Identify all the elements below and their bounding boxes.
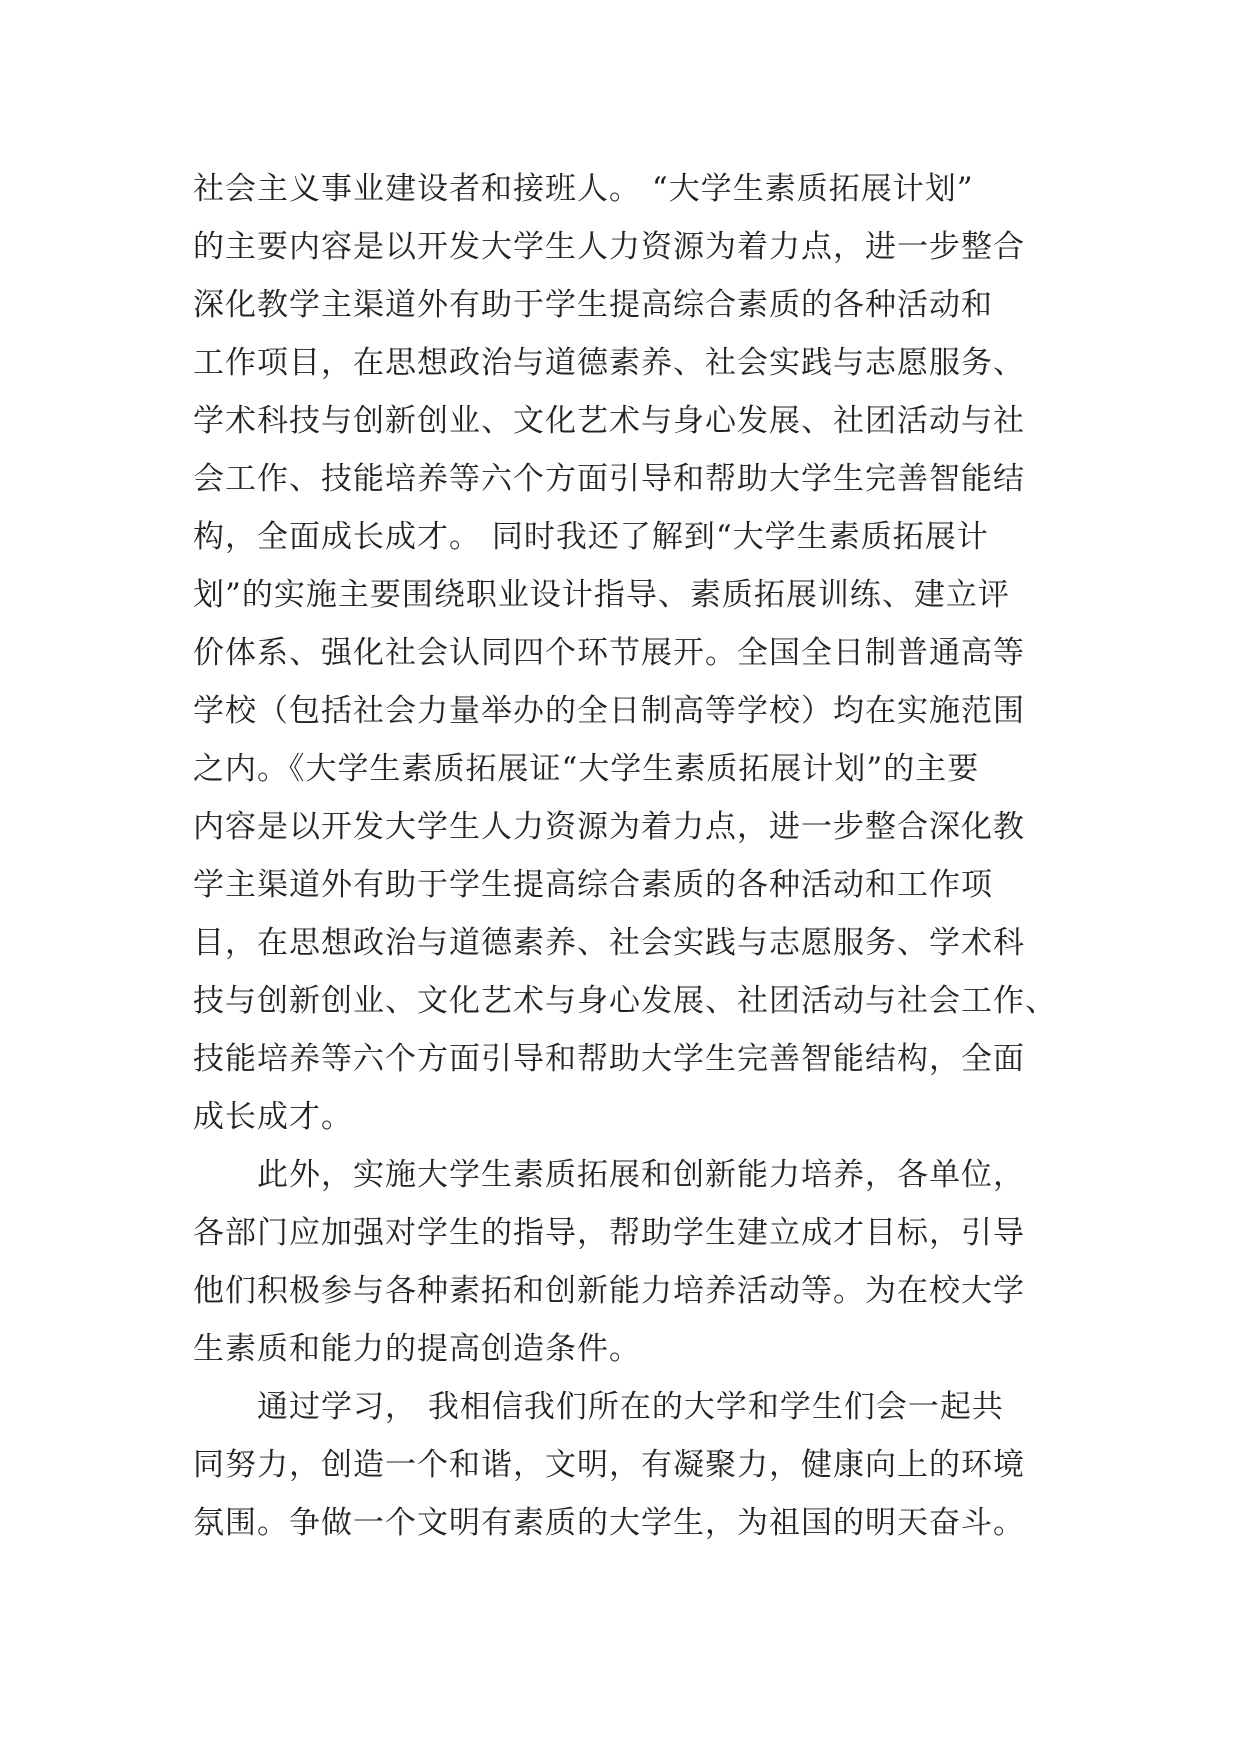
paragraph-first-line: 通过学习， 我相信我们所在的大学和学生们会一起共 xyxy=(257,1389,1004,1425)
text-line: 的主要内容是以开发大学生人力资源为着力点，进一步整合 xyxy=(193,229,1025,265)
text-line: 会工作、技能培养等六个方面引导和帮助大学生完善智能结 xyxy=(193,461,1025,497)
body-text xyxy=(193,160,1073,1552)
text-line: 学校（包括社会力量举办的全日制高等学校）均在实施范围 xyxy=(193,693,1025,729)
text-line: 内容是以开发大学生人力资源为着力点，进一步整合深化教 xyxy=(193,809,1025,845)
text-line: 深化教学主渠道外有助于学生提高综合素质的各种活动和 xyxy=(193,287,993,323)
text-line: 生素质和能力的提高创造条件。 xyxy=(193,1331,641,1367)
text-line: 构，全面成长成才。 同时我还了解到“大学生素质拓展计 xyxy=(193,519,989,555)
text-line: 目，在思想政治与道德素养、社会实践与志愿服务、学术科 xyxy=(193,925,1025,961)
paragraph-first-line: 此外，实施大学生素质拓展和创新能力培养，各单位， xyxy=(257,1157,1025,1193)
text-line: 划”的实施主要围绕职业设计指导、素质拓展训练、建立评 xyxy=(193,577,1010,613)
text-line: 各部门应加强对学生的指导，帮助学生建立成才目标，引导 xyxy=(193,1215,1025,1251)
text-line: 他们积极参与各种素拓和创新能力培养活动等。为在校大学 xyxy=(193,1273,1025,1309)
text-line: 成长成才。 xyxy=(193,1099,353,1135)
text-line: 同努力，创造一个和谐，文明，有凝聚力，健康向上的环境 xyxy=(193,1447,1025,1483)
text-line: 技与创新创业、文化艺术与身心发展、社团活动与社会工作、 xyxy=(193,983,1057,1019)
text-line: 之内。《大学生素质拓展证“大学生素质拓展计划”的主要 xyxy=(193,751,980,787)
text-line: 技能培养等六个方面引导和帮助大学生完善智能结构，全面 xyxy=(193,1041,1025,1077)
text-line: 价体系、强化社会认同四个环节展开。全国全日制普通高等 xyxy=(193,635,1025,671)
text-line: 氛围。争做一个文明有素质的大学生，为祖国的明天奋斗。 xyxy=(193,1505,1025,1541)
text-line: 社会主义事业建设者和接班人。 “大学生素质拓展计划” xyxy=(193,171,974,207)
text-line: 工作项目，在思想政治与道德素养、社会实践与志愿服务、 xyxy=(193,345,1025,381)
text-line: 学术科技与创新创业、文化艺术与身心发展、社团活动与社 xyxy=(193,403,1025,439)
text-line: 学主渠道外有助于学生提高综合素质的各种活动和工作项 xyxy=(193,867,993,903)
